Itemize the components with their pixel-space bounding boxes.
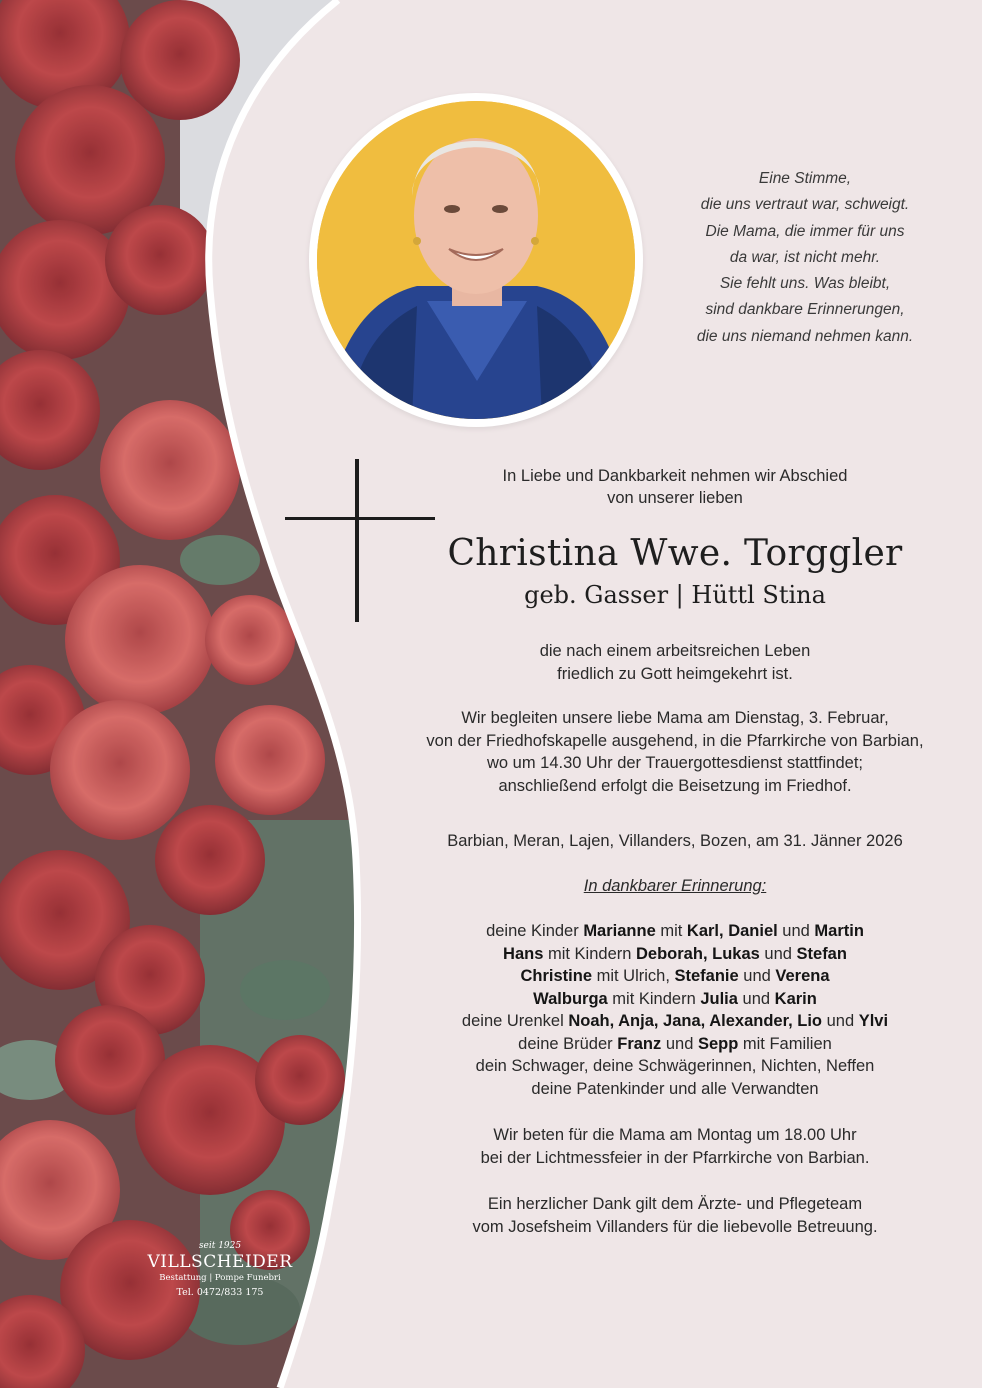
poem-line: die uns niemand nehmen kann.	[696, 327, 914, 345]
memory-heading: In dankbarer Erinnerung:	[583, 877, 767, 895]
poem-line: die uns vertraut war, schweigt.	[700, 196, 910, 214]
mourner-line: deine Kinder Marianne mit Karl, Daniel und Martin	[486, 922, 864, 940]
funeral-line: wo um 14.30 Uhr der Trauergottesdienst stattfindet;	[486, 754, 864, 772]
mourner-line: deine Brüder Franz und Sepp mit Familien	[518, 1034, 832, 1053]
funeral-line: Wir begleiten unsere liebe Mama am Dienstag, 3. Februar,	[461, 709, 889, 727]
logo-brand: VILLSCHEIDER	[147, 1252, 293, 1272]
mourner-line: deine Patenkinder und alle Verwandten	[531, 1079, 819, 1098]
thanks-text	[380, 1193, 970, 1238]
deceased-name: Christina Wwe. Torggler	[447, 533, 903, 574]
mourners-list	[380, 920, 970, 1100]
intro-line: von unserer lieben	[607, 489, 743, 507]
intro-text	[380, 465, 970, 509]
passing-line: die nach einem arbeitsreichen Leben	[539, 642, 811, 660]
deceased-birth-name: geb. Gasser | Hüttl Stina	[524, 581, 826, 609]
poem-line: sind dankbare Erinnerungen,	[705, 301, 905, 319]
logo-since: seit 1925	[198, 1241, 242, 1251]
funeral-details	[380, 707, 970, 797]
cross-icon	[355, 459, 359, 622]
cross-icon-bar	[285, 517, 435, 520]
thanks-line: vom Josefsheim Villanders für die liebevolle Betreuung.	[472, 1217, 878, 1236]
thanks-line: Ein herzlicher Dank gilt dem Ärzte- und Pflegeteam	[487, 1195, 863, 1213]
mourner-line: dein Schwager, deine Schwägerinnen, Nichten, Neffen	[475, 1057, 875, 1075]
intro-line: In Liebe und Dankbarkeit nehmen wir Abschied	[502, 467, 848, 485]
mourner-line: Christine mit Ulrich, Stefanie und Verena	[520, 967, 830, 985]
funeral-home-logo	[140, 1240, 300, 1300]
mourner-line: Hans mit Kindern Deborah, Lukas und Stefan	[503, 944, 847, 963]
poem-line: da war, ist nicht mehr.	[729, 248, 881, 266]
logo-subtitle: Bestattung | Pompe Funebri	[159, 1273, 281, 1283]
place-date: Barbian, Meran, Lajen, Villanders, Bozen, am 31. Jänner 2026	[447, 832, 903, 850]
poem	[665, 166, 945, 350]
poem-line: Die Mama, die immer für uns	[705, 222, 905, 240]
prayer-line: bei der Lichtmessfeier in der Pfarrkirche von Barbian.	[480, 1148, 870, 1167]
poem-line: Eine Stimme,	[758, 170, 852, 187]
funeral-line: von der Friedhofskapelle ausgehend, in die Pfarrkirche von Barbian,	[426, 731, 924, 750]
poem-line: Sie fehlt uns. Was bleibt,	[719, 275, 891, 293]
logo-phone: Tel. 0472/833 175	[176, 1287, 264, 1298]
portrait-photo	[317, 101, 635, 419]
passing-text	[380, 640, 970, 685]
mourner-line: deine Urenkel Noah, Anja, Jana, Alexander, Lio und Ylvi	[461, 1012, 889, 1030]
mourner-line: Walburga mit Kindern Julia und Karin	[533, 989, 817, 1008]
passing-line: friedlich zu Gott heimgekehrt ist.	[557, 664, 793, 683]
prayer-text	[380, 1124, 970, 1169]
funeral-line: anschließend erfolgt die Beisetzung im Friedhof.	[498, 776, 852, 795]
prayer-line: Wir beten für die Mama am Montag um 18.00 Uhr	[493, 1126, 857, 1144]
portrait-photo-frame	[309, 93, 643, 427]
